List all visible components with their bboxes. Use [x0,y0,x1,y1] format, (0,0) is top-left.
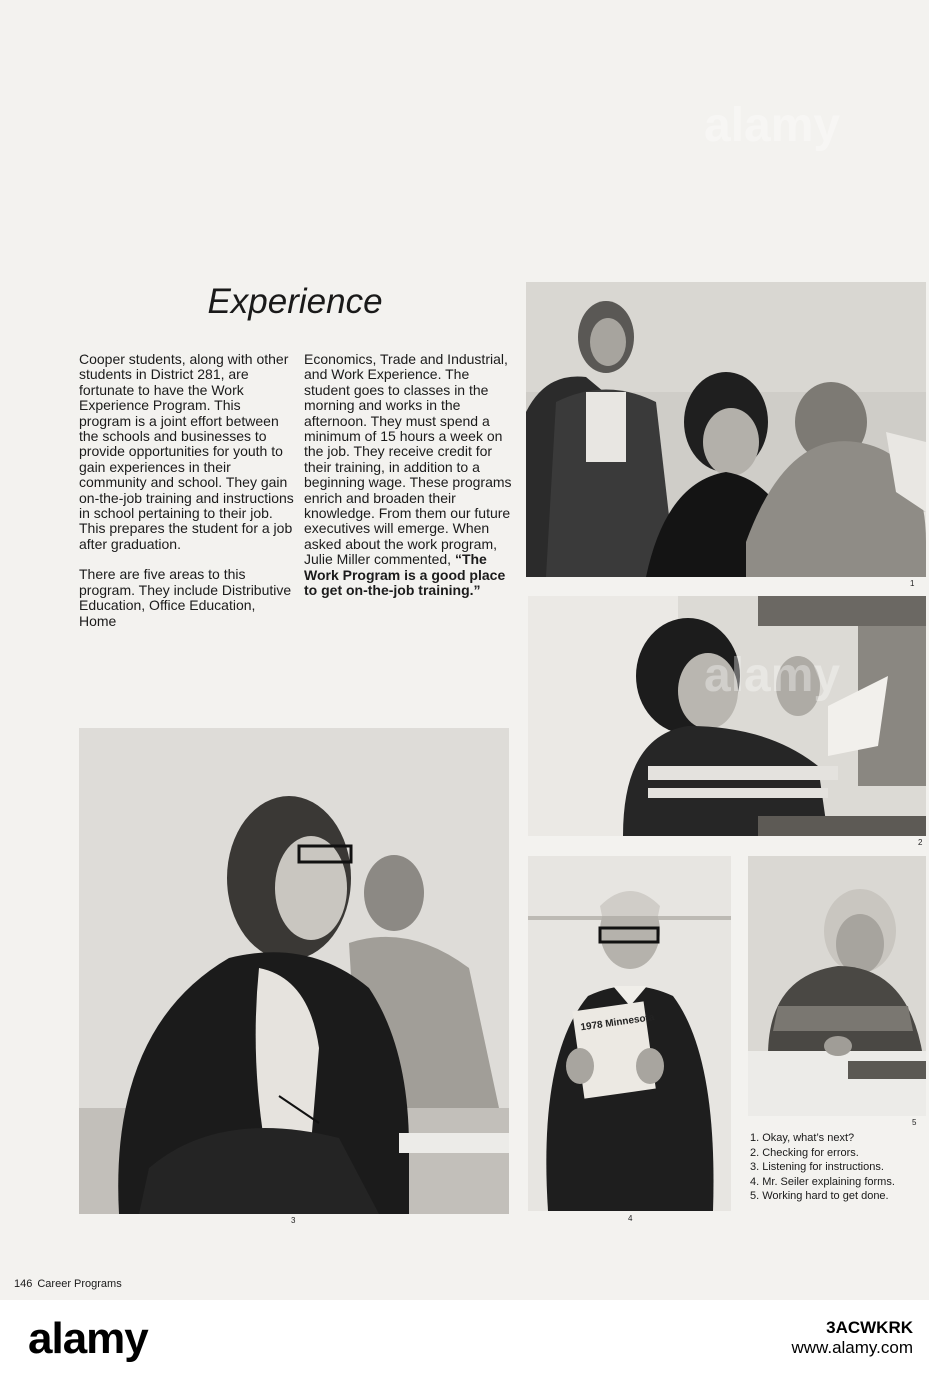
caption-item: 1. Okay, what’s next? [750,1132,855,1144]
caption-item: 3. Listening for instructions. [750,1161,884,1173]
page-number: 146 [14,1278,33,1290]
photo-1-students-working [526,282,926,577]
image-id: 3ACWKRK [826,1318,913,1337]
alamy-meta [791,1318,913,1358]
photo-2-student-checking [528,596,926,836]
body-text: Economics, Trade and Industrial, and Work Experience. The student goes to classes in the morning and works in the afternoon. They must spend a minimum of 15 hours a week on the job. They receive credit for their training, in addition to a beginning wage. These programs enrich and broaden their knowledge. From them our future executives will emerge. When asked about the work program, Julie Miller commented, [304,351,512,568]
caption-item: 2. Checking for errors. [750,1146,859,1159]
photo-5-student-working [748,856,926,1116]
site-url: www.alamy.com [791,1338,913,1357]
watermark-logo: alamy [704,649,841,702]
page-footer [14,1278,127,1290]
booklet-text: 1978 Minnesota [579,1012,656,1034]
section-name: Career Programs [37,1278,122,1290]
photo-number: 4 [628,1214,633,1223]
body-column-right [304,352,514,614]
page-title: Experience [207,282,383,321]
body-paragraph: Cooper students, along with other students in District 281, are fortunate to have the Work Experience Program. This program is a joint effort between the schools and businesses to provide opportunities for youth to gain experiences in their community and school. They gain on-the-job training and instructions in school pertaining to their job. This prepares the student for a job after graduation. [79,351,294,552]
caption-item: 5. Working hard to get done. [750,1190,889,1202]
body-paragraph: There are five areas to this program. They include Distributive Education, Office Education, Home [79,566,292,629]
photo-number: 3 [291,1216,296,1225]
photo-3-student-listening [79,728,509,1214]
body-paragraph [304,352,514,599]
watermark-logo: alamy [704,99,841,152]
photo-number: 5 [912,1118,917,1127]
body-column-left [79,352,294,644]
photo-captions [750,1131,928,1204]
caption-item: 4. Mr. Seiler explaining forms. [750,1175,895,1188]
photo-number: 2 [918,838,923,847]
photo-number: 1 [910,579,915,588]
alamy-logo: alamy [28,1314,148,1363]
student-quote: “The Work Program is a good place to get on-the-job training.” [304,551,506,599]
photo-4-instructor-explaining [528,856,731,1211]
